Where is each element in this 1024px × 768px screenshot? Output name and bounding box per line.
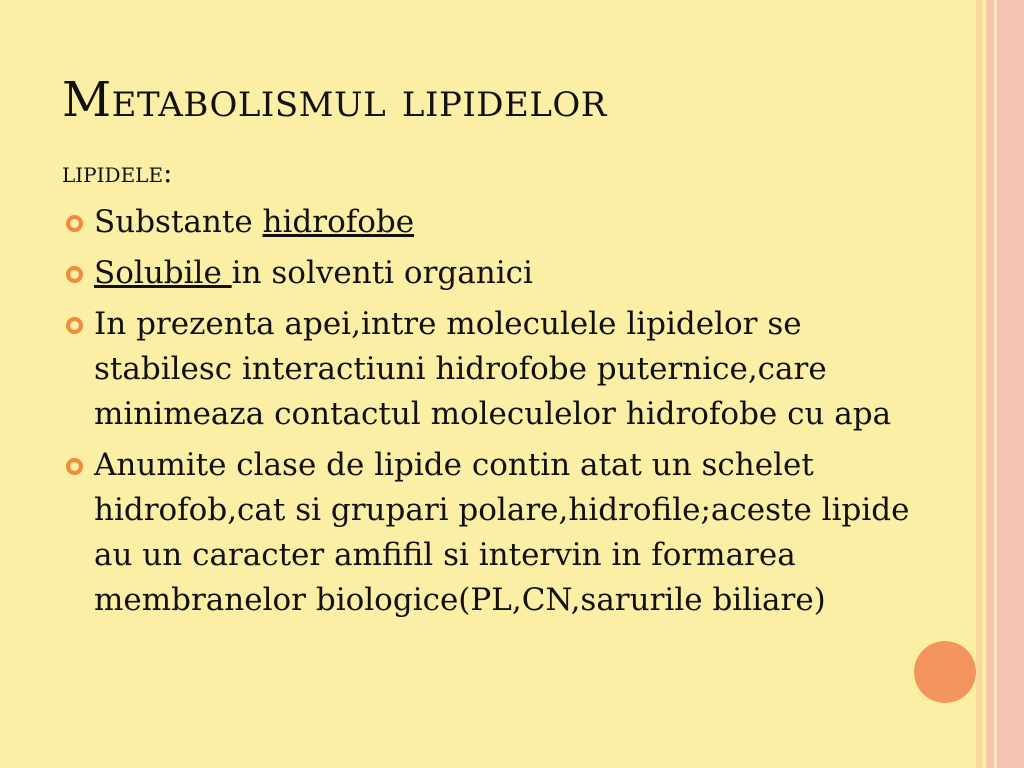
bullet-text: Anumite clase de lipide contin atat un schelet hidrofob,cat si grupari polare,hidrofile;aceste lipide au un caracter amfifil si intervin in formarea membranelor biologice(PL,CN,sarurile biliare) (94, 447, 910, 618)
bullet-icon (66, 215, 83, 232)
bullet-item (62, 443, 922, 623)
bullet-item (62, 302, 922, 437)
decorative-circle (914, 641, 976, 703)
bullet-icon (66, 458, 83, 475)
bullet-item (62, 251, 922, 296)
bullet-icon (66, 317, 83, 334)
bullet-text: Substante (94, 204, 263, 240)
bullet-text: In prezenta apei,intre moleculele lipidelor se stabilesc interactiuni hidrofobe puternice,care minimeaza contactul moleculelor hidrofobe cu apa (94, 306, 892, 432)
bullet-text: in solventi organici (231, 255, 533, 291)
bullet-underlined-text: hidrofobe (262, 204, 415, 240)
decorative-side-stripes (976, 0, 1024, 768)
bullet-underlined-text: Solubile (94, 255, 232, 291)
bullet-item (62, 200, 922, 245)
bullet-icon (66, 266, 83, 283)
slide-subtitle: lipidele: (62, 156, 173, 189)
bullet-list (62, 200, 922, 629)
slide-title: Metabolismul lipidelor (62, 72, 607, 128)
